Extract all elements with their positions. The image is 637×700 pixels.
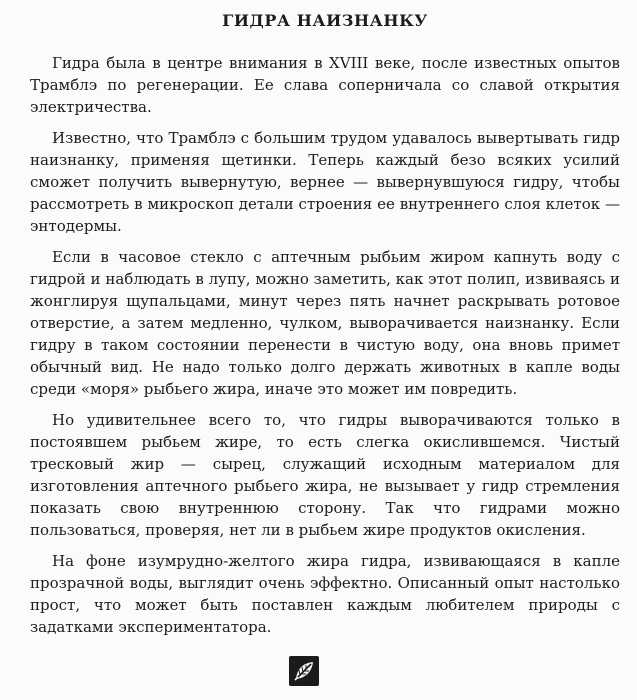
- paragraph-3: Если в часовое стекло с аптечным рыбьим жиром капнуть воду с гидрой и наблюдать в лупу, можно заметить, как этот полип, извиваясь и жонглируя щупальцами, минут через пять начнет раскрывать ротовое отверстие, а затем медленно, чулком, выворачивается наизнанку. Если гидру в таком состоянии перенести в чистую воду, она вновь примет обычный вид. Не надо только долго держать животных в капле воды среди «моря» рыбьего жира, иначе это может им повредить.: [30, 248, 620, 398]
- paragraph-4: Но удивительнее всего то, что гидры выворачиваются только в постоявшем рыбьем жире, то есть слегка окислившемся. Чистый тресковый жир — сырец, служащий исходным материалом для изготовления аптечного рыбьего жира, не вызывает у гидр стремления показать свою внутреннюю сторону. Так что гидрами можно пользоваться, проверяя, нет ли в рыбьем жире продуктов окисления.: [30, 411, 620, 539]
- article: [30, 10, 620, 647]
- paragraph-1: Гидра была в центре внимания в XVIII веке, после известных опытов Трамблэ по регенерации. Ее слава соперничала со славой открытия электричества.: [30, 54, 620, 116]
- article-title: ГИДРА НАИЗНАНКУ: [222, 11, 428, 30]
- leaf-ornament-icon: [289, 656, 319, 686]
- paragraph-5: На фоне изумрудно-желтого жира гидра, извивающаяся в капле прозрачной воды, выглядит очень эффектно. Описанный опыт настолько прост, что может быть поставлен каждым любителем природы с задатками экспериментатора.: [30, 552, 620, 636]
- paragraph-2: Известно, что Трамблэ с большим трудом удавалось вывертывать гидр наизнанку, применяя щетинки. Теперь каждый безо всяких усилий сможет получить вывернутую, вернее — вывернувшуюся гидру, чтобы рассмотреть в микроскоп детали строения ее внутреннего слоя клеток — энтодермы.: [30, 129, 620, 235]
